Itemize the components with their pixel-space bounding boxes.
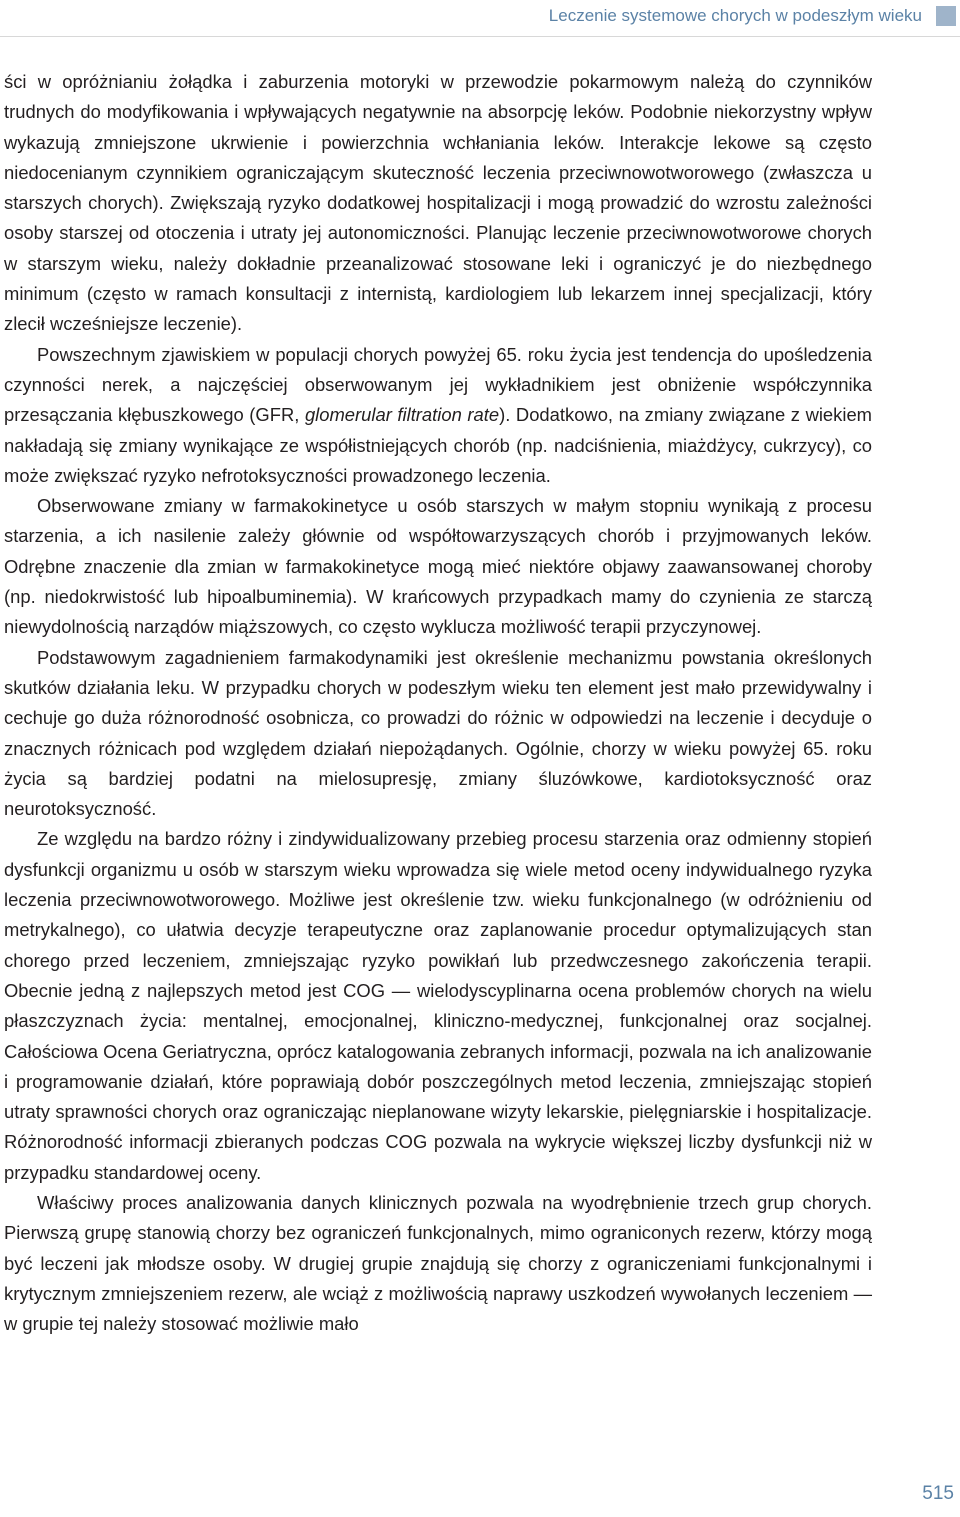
paragraph-text: Ze względu na bardzo różny i zindywidualizowany przebieg procesu starzenia oraz odmienny stopień dysfunkcji organizmu u osób w starszym wieku wprowadza się wiele metod oceny indywidualnego ryzyka leczenia przeciwnowotworowego. Możliwe jest określenie tzw. wieku funkcjonalnego (w odróżnieniu od metrykalnego), co ułatwia decyzje terapeutyczne oraz zaplanowanie procedur optymalizujących stan chorego przed leczeniem, zmniejszając ryzyko powikłań lub przedwczesnego zakończenia terapii. Obecnie jedną z najlepszych metod jest COG — wielodyscyplinarna ocena problemów chorych na wielu płaszczyznach życia: mentalnej, emocjonalnej, kliniczno-medycznej, funkcjonalnej oraz socjalnej. Całościowa Ocena Geriatryczna, oprócz katalogowania zebranych informacji, pozwala na ich analizowanie i programowanie działań, które poprawiają dobór poszczególnych metod leczenia, zmniejszając stopień utraty sprawności chorych oraz ograniczając nieplanowane wizyty lekarskie, pielęgniarskie i hospitalizacje. Różnorodność informacji zbieranych podczas COG pozwala na wykrycie większej liczby dysfunkcji niż w przypadku standardowej oceny. (4, 828, 872, 1183)
italic-term: glomerular filtration rate (304, 404, 500, 426)
paragraph (4, 824, 872, 1188)
running-title: Leczenie systemowe chorych w podeszłym wieku (548, 6, 922, 25)
paragraph (4, 340, 872, 491)
page-number: 515 (922, 1483, 954, 1504)
header-divider (0, 36, 960, 37)
body-text (4, 67, 872, 1339)
paragraph (4, 1188, 872, 1339)
paragraph-text: Właściwy proces analizowania danych klinicznych pozwala na wyodrębnienie trzech grup chorych. Pierwszą grupę stanowią chorzy bez ograniczeń funkcjonalnych, mimo ograniconych rezerw, którzy mogą być leczeni jak młodsze osoby. W drugiej grupie znajdują się chorzy z ograniczeniami funkcjonalnymi i krytycznym zmniejszeniem rezerw, ale wciąż z możliwością naprawy uszkodzeń wywołanych leczeniem — w grupie tej należy stosować możliwie mało (4, 1191, 872, 1335)
paragraph-text: Podstawowym zagadnieniem farmakodynamiki jest określenie mechanizmu powstania określonych skutków działania leku. W przypadku chorych w podeszłym wieku ten element jest mało przewidywalny i cechuje go duża różnorodność osobnicza, co prowadzi do różnic w odpowiedzi na leczenie i decyduje o znacznych różnicach pod względem działań niepożądanych. Ogólnie, chorzy w wieku powyżej 65. roku życia są bardziej podatni na mielosupresję, zmiany śluzówkowe, kardiotoksyczność oraz neurotoksyczność. (4, 646, 872, 820)
paragraph-text: ). Dodatkowo, na zmiany związane z wiekiem nakładają się zmiany wynikające ze współistniejących chorób (np. nadciśnienia, miażdżycy, cukrzycy), co może zwiększać ryzyko nefrotoksyczności prowadzonego leczenia. (4, 404, 872, 486)
paragraph (4, 491, 872, 642)
running-header (549, 4, 960, 28)
paragraph-text: Powszechnym zjawiskiem w populacji chorych powyżej 65. roku życia jest tendencja do upośledzenia czynności nerek, a najczęściej obserwowanym jej wykładnikiem jest obniżenie współczynnika przesączania kłębuszkowego (GFR, (4, 343, 872, 426)
paragraph (4, 643, 872, 825)
paragraph (4, 67, 872, 340)
section-marker-square (936, 6, 956, 26)
paragraph-text: ści w opróżnianiu żołądka i zaburzenia motoryki w przewodzie pokarmowym należą do czynników trudnych do modyfikowania i wpływających negatywnie na absorpcję leków. Podobnie niekorzystny wpływ wykazują zmniejszone ukrwienie i powierzchnia wchłaniania leków. Interakcje lekowe są często niedocenianym czynnikiem ograniczającym skuteczność leczenia przeciwnowotworowego (zwłaszcza u starszych chorych). Zwiększają ryzyko dodatkowej hospitalizacji i mogą prowadzić do wzrostu zależności osoby starszej od otoczenia i utraty jej autonomiczności. Planując leczenie przeciwnowotworowe chorych w starszym wieku, należy dokładnie przeanalizować stosowane leki i ograniczyć je do niezbędnego minimum (często w ramach konsultacji z internistą, kardiologiem lub lekarzem innej specjalizacji, który zlecił wcześniejsze leczenie). (4, 71, 872, 335)
paragraph-text: Obserwowane zmiany w farmakokinetyce u osób starszych w małym stopniu wynikają z procesu starzenia, a ich nasilenie zależy głównie od współtowarzyszących chorób i przyjmowanych leków. Odrębne znaczenie dla zmian w farmakokinetyce mogą mieć niektóre objawy zaawansowanej choroby (np. niedokrwistość lub hipoalbuminemia). W krańcowych przypadkach mamy do czynienia ze starczą niewydolnością narządów miąższowych, co często wyklucza możliwość terapii przyczynowej. (4, 495, 872, 638)
